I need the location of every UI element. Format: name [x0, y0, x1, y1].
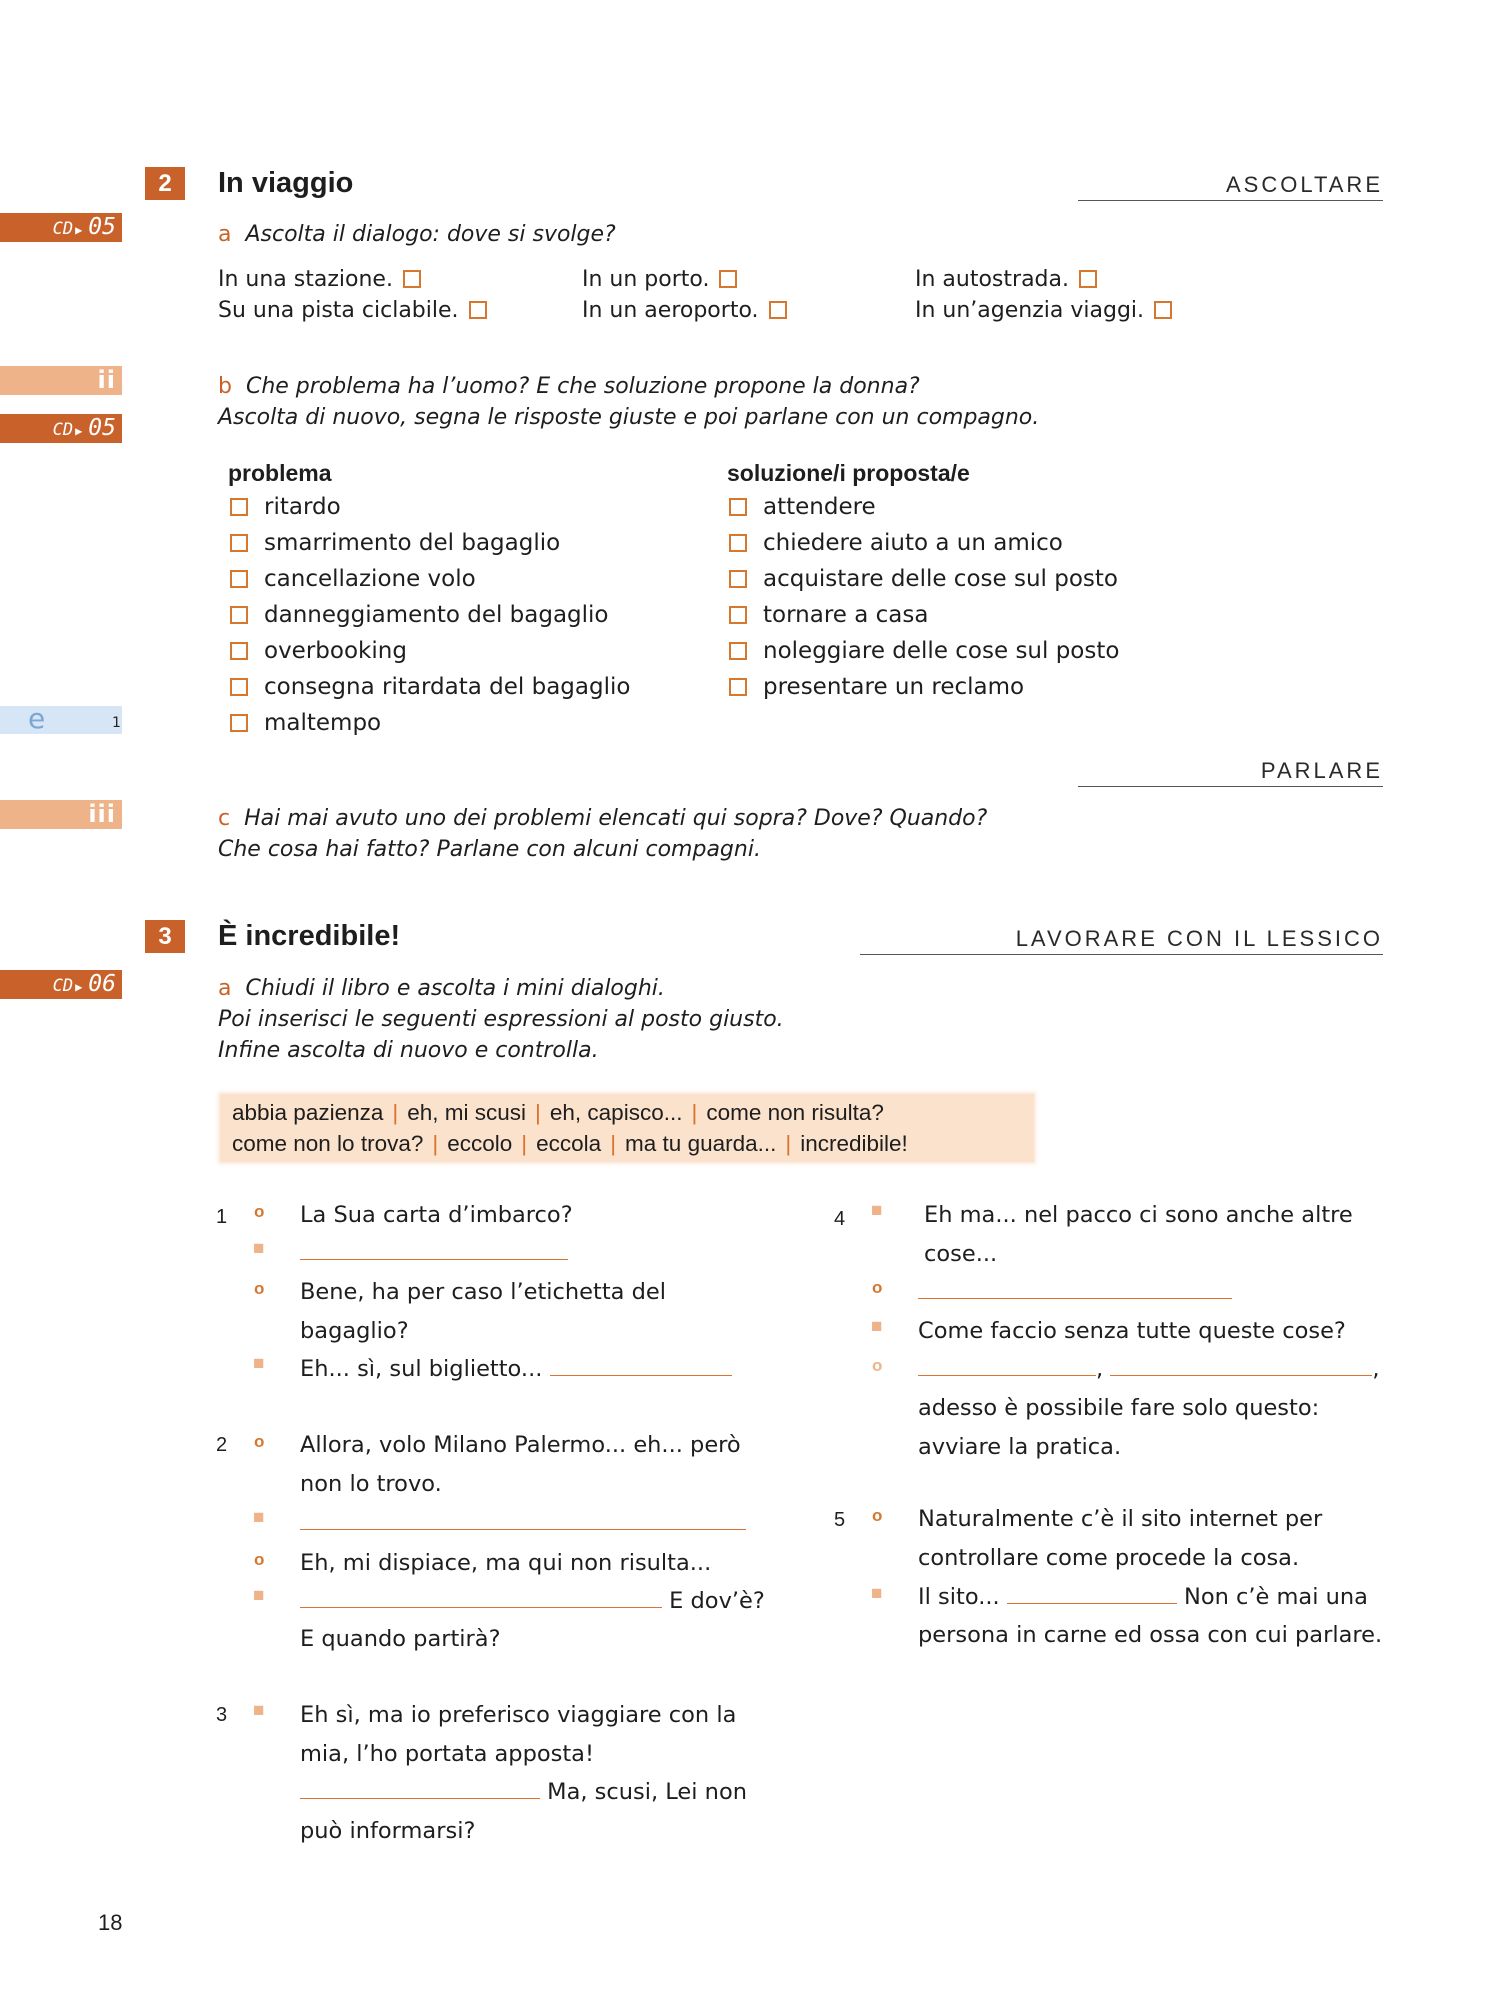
option-porto: [582, 264, 737, 295]
cd-track-tag-05: [0, 213, 122, 242]
exercise-3a-instruction: [218, 973, 784, 1066]
checkbox[interactable]: [230, 714, 248, 732]
separator: |: [535, 1100, 541, 1125]
checkbox[interactable]: [729, 498, 747, 516]
checkbox[interactable]: [729, 642, 747, 660]
exercise-2c-instruction: [218, 803, 987, 865]
instruction-line: [218, 371, 1039, 402]
option-label: presentare un reclamo: [763, 674, 1025, 700]
instruction-line: Che cosa hai fatto? Parlane con alcuni compagni.: [218, 837, 761, 862]
answer-blank[interactable]: [300, 1529, 746, 1530]
solution-option[interactable]: [729, 597, 1119, 633]
solution-option[interactable]: [729, 561, 1119, 597]
expression: eccolo: [447, 1131, 513, 1156]
problem-option[interactable]: [230, 525, 630, 561]
group-work-tag: [0, 800, 122, 829]
skill-heading-ascoltare: ASCOLTARE: [1078, 172, 1383, 201]
dialogue-line: cose...: [924, 1240, 998, 1267]
exercise-letter: a: [218, 222, 232, 247]
exercise-letter: e: [28, 702, 46, 735]
expression: come non lo trova?: [232, 1131, 424, 1156]
speaker-a-marker: o: [254, 1550, 265, 1569]
cd-label: CD: [52, 976, 74, 996]
checkbox[interactable]: [729, 678, 747, 696]
section-number: 3: [145, 920, 185, 953]
speaker-a-marker: o: [872, 1506, 883, 1525]
dialogue-text: [300, 1273, 666, 1350]
dialogue-line: avviare la pratica.: [918, 1433, 1122, 1460]
checkbox[interactable]: [729, 534, 747, 552]
exercise-letter: a: [218, 976, 232, 1001]
option-label: In un’agenzia viaggi.: [915, 298, 1145, 323]
dialogue-text: Non c’è mai una: [1183, 1584, 1368, 1610]
cd-track-number: 05: [88, 415, 116, 441]
option-label: Su una pista ciclabile.: [218, 298, 459, 323]
dialogue-line: bagaglio?: [300, 1317, 409, 1344]
dialogue-line: [300, 1582, 765, 1621]
instruction-line: Infine ascolta di nuovo e controlla.: [218, 1038, 599, 1063]
separator: |: [521, 1131, 528, 1156]
option-pista-ciclabile: [218, 295, 487, 326]
checkbox[interactable]: [230, 642, 248, 660]
section-title: È incredibile!: [218, 920, 401, 952]
option-autostrada: [915, 264, 1097, 295]
option-label: acquistare delle cose sul posto: [763, 566, 1118, 592]
checkbox[interactable]: [230, 534, 248, 552]
instruction-line: [218, 973, 784, 1004]
speaker-b-marker: ■: [871, 1316, 883, 1337]
problem-option[interactable]: [230, 489, 630, 525]
answer-blank[interactable]: [300, 1797, 540, 1799]
dialogue-text: [300, 1426, 741, 1503]
problem-option[interactable]: [230, 597, 630, 633]
option-label: tornare a casa: [763, 602, 929, 628]
comma: ,: [1372, 1356, 1380, 1382]
checkbox[interactable]: [729, 606, 747, 624]
instruction-line: Ascolta di nuovo, segna le risposte giuste e poi parlane con un compagno.: [218, 405, 1040, 430]
section-number: 2: [145, 167, 185, 200]
checkbox[interactable]: [1154, 301, 1172, 319]
instruction-text: Hai mai avuto uno dei problemi elencati qui sopra? Dove? Quando?: [244, 806, 988, 831]
solution-option[interactable]: [729, 525, 1119, 561]
separator: |: [785, 1131, 792, 1156]
option-label: smarrimento del bagaglio: [264, 530, 561, 556]
dialogue-line: persona in carne ed ossa con cui parlare.: [918, 1622, 1383, 1648]
checkbox[interactable]: [469, 301, 487, 319]
dialogue-line: Eh, mi dispiace, ma qui non risulta...: [300, 1550, 712, 1576]
dialogue-line: Come faccio senza tutte queste cose?: [918, 1318, 1346, 1344]
option-label: In una stazione.: [218, 267, 393, 292]
play-icon: ▶: [75, 980, 83, 994]
expression: incredibile!: [800, 1131, 908, 1156]
solution-option[interactable]: [729, 669, 1119, 705]
problem-column-title: problema: [228, 460, 332, 486]
dialogue-text: Eh... sì, sul biglietto...: [300, 1356, 543, 1382]
dialogue-line: controllare come procede la cosa.: [918, 1544, 1300, 1571]
page-number: 18: [98, 1910, 123, 1935]
checkbox[interactable]: [403, 270, 421, 288]
dialogue-line: La Sua carta d’imbarco?: [300, 1202, 573, 1228]
separator: |: [691, 1100, 698, 1125]
problem-option[interactable]: [230, 561, 630, 597]
option-label: chiedere aiuto a un amico: [763, 530, 1063, 556]
answer-blank[interactable]: [918, 1298, 1232, 1299]
expression: abbia pazienza: [232, 1100, 384, 1125]
speaker-a-marker: o: [872, 1356, 883, 1375]
option-label: In un aeroporto.: [582, 298, 759, 323]
section-title: In viaggio: [218, 167, 354, 199]
dialogue-line: adesso è possibile fare solo questo:: [918, 1395, 1320, 1421]
cd-label: CD: [52, 219, 74, 239]
speaker-b-marker: ■: [253, 1507, 265, 1528]
exercise-letter: c: [218, 806, 231, 831]
pair-work-tag: [0, 366, 122, 395]
option-label: consegna ritardata del bagaglio: [264, 674, 631, 700]
dialogue-line: Eh sì, ma io preferisco viaggiare con la: [300, 1702, 737, 1728]
play-icon: ▶: [75, 424, 83, 438]
expression: ma tu guarda...: [625, 1131, 777, 1156]
dialogue-line: Bene, ha per caso l’etichetta del: [300, 1279, 666, 1305]
problem-option[interactable]: [230, 669, 630, 705]
speaker-a-marker: o: [872, 1278, 883, 1297]
cd-label: CD: [52, 420, 74, 440]
expressions-row: [232, 1097, 1022, 1128]
speaker-b-marker: ■: [253, 1585, 265, 1606]
option-aeroporto: [582, 295, 787, 326]
speaker-b-marker: ■: [253, 1353, 265, 1374]
cd-track-tag-06: [0, 970, 122, 999]
dialogue-line: E quando partirà?: [300, 1626, 501, 1652]
dialogue-line: Eh ma... nel pacco ci sono anche altre: [924, 1202, 1353, 1228]
dialogue-line: Allora, volo Milano Palermo... eh... però: [300, 1432, 741, 1458]
dialogue-text: [918, 1389, 1319, 1466]
answer-blank[interactable]: [550, 1374, 732, 1376]
speaker-a-marker: o: [254, 1202, 265, 1221]
answer-blank[interactable]: [918, 1374, 1096, 1376]
option-agenzia-viaggi: [915, 295, 1172, 326]
dialogue-line: [300, 1773, 747, 1812]
option-label: attendere: [763, 494, 876, 520]
dialogue-number: 2: [216, 1434, 228, 1456]
cd-track-number: 05: [88, 214, 116, 240]
answer-blank[interactable]: [300, 1606, 662, 1608]
pair-people-icon: ii: [97, 366, 116, 394]
problem-option[interactable]: [230, 705, 630, 741]
expression: come non risulta?: [706, 1100, 884, 1125]
dialogue-text: [918, 1500, 1322, 1577]
dialogue-line: mia, l’ho portata apposta!: [300, 1740, 594, 1767]
dialogue-number: 1: [216, 1206, 228, 1228]
option-label: In autostrada.: [915, 267, 1069, 292]
option-label: maltempo: [264, 710, 382, 736]
checkbox[interactable]: [769, 301, 787, 319]
instruction-text: Che problema ha l’uomo? E che soluzione propone la donna?: [245, 374, 920, 399]
expressions-box: [220, 1094, 1034, 1162]
speaker-b-marker: ■: [871, 1200, 883, 1221]
cd-track-tag-05-b: [0, 414, 122, 443]
checkbox[interactable]: [230, 606, 248, 624]
dialogue-line: [918, 1578, 1368, 1617]
dialogue-line: [918, 1350, 1379, 1389]
exercise-number: 1: [112, 715, 121, 731]
instruction-line: [218, 803, 987, 834]
problem-list: [230, 489, 630, 741]
dialogue-text: Il sito...: [918, 1584, 1000, 1610]
separator: |: [432, 1131, 439, 1156]
answer-blank[interactable]: [1110, 1374, 1372, 1376]
dialogue-text: [924, 1196, 1353, 1273]
speaker-b-marker: ■: [253, 1700, 265, 1721]
skill-heading-parlare: PARLARE: [1078, 758, 1383, 787]
checkbox[interactable]: [1079, 270, 1097, 288]
answer-blank[interactable]: [300, 1259, 568, 1260]
dialogue-line: non lo trovo.: [300, 1470, 442, 1497]
solution-option[interactable]: [729, 633, 1119, 669]
dialogue-line: [300, 1350, 732, 1389]
exercise-letter: b: [218, 374, 232, 399]
dialogue-number: 4: [834, 1208, 846, 1230]
expression: eccola: [536, 1131, 602, 1156]
separator: |: [610, 1131, 617, 1156]
instruction-line: Poi inserisci le seguenti espressioni al posto giusto.: [218, 1007, 784, 1032]
dialogue-line: Naturalmente c’è il sito internet per: [918, 1506, 1323, 1532]
instruction-text: Chiudi il libro e ascolta i mini dialoghi.: [245, 976, 665, 1001]
play-icon: ▶: [75, 223, 83, 237]
answer-blank[interactable]: [1007, 1602, 1177, 1604]
exercise-reference-tag: [0, 702, 122, 735]
solution-option[interactable]: [729, 489, 1119, 525]
option-label: noleggiare delle cose sul posto: [763, 638, 1120, 664]
expression: eh, capisco...: [549, 1100, 683, 1125]
expressions-row: [232, 1128, 1022, 1159]
speaker-b-marker: ■: [253, 1238, 265, 1259]
solution-list: [729, 489, 1119, 705]
expression: eh, mi scusi: [407, 1100, 527, 1125]
dialogue-text: Ma, scusi, Lei non: [547, 1779, 747, 1805]
option-stazione: [218, 264, 421, 295]
checkbox[interactable]: [230, 498, 248, 516]
exercise-2b-instruction: [218, 371, 1039, 433]
checkbox[interactable]: [230, 678, 248, 696]
option-label: cancellazione volo: [264, 566, 476, 592]
separator: |: [392, 1100, 399, 1125]
skill-heading-lessico: LAVORARE CON IL LESSICO: [860, 926, 1383, 955]
option-label: danneggiamento del bagaglio: [264, 602, 609, 628]
option-label: In un porto.: [582, 267, 710, 292]
checkbox[interactable]: [719, 270, 737, 288]
option-label: ritardo: [264, 494, 341, 520]
speaker-a-marker: o: [254, 1279, 265, 1298]
question-text: Ascolta il dialogo: dove si svolge?: [245, 222, 616, 247]
solution-column-title: soluzione/i proposta/e: [727, 460, 970, 486]
speaker-a-marker: o: [254, 1432, 265, 1451]
dialogue-line: può informarsi?: [300, 1818, 476, 1844]
group-people-icon: iii: [88, 800, 116, 828]
dialogue-number: 5: [834, 1509, 846, 1531]
speaker-b-marker: ■: [871, 1583, 883, 1604]
dialogue-number: 3: [216, 1704, 228, 1726]
comma: ,: [1096, 1356, 1104, 1382]
exercise-2a-instruction: [218, 219, 616, 250]
dialogue-text: E dov’è?: [669, 1588, 765, 1614]
problem-option[interactable]: [230, 633, 630, 669]
checkbox[interactable]: [230, 570, 248, 588]
checkbox[interactable]: [729, 570, 747, 588]
option-label: overbooking: [264, 638, 407, 664]
dialogue-text: [300, 1696, 736, 1773]
cd-track-number: 06: [88, 971, 116, 997]
